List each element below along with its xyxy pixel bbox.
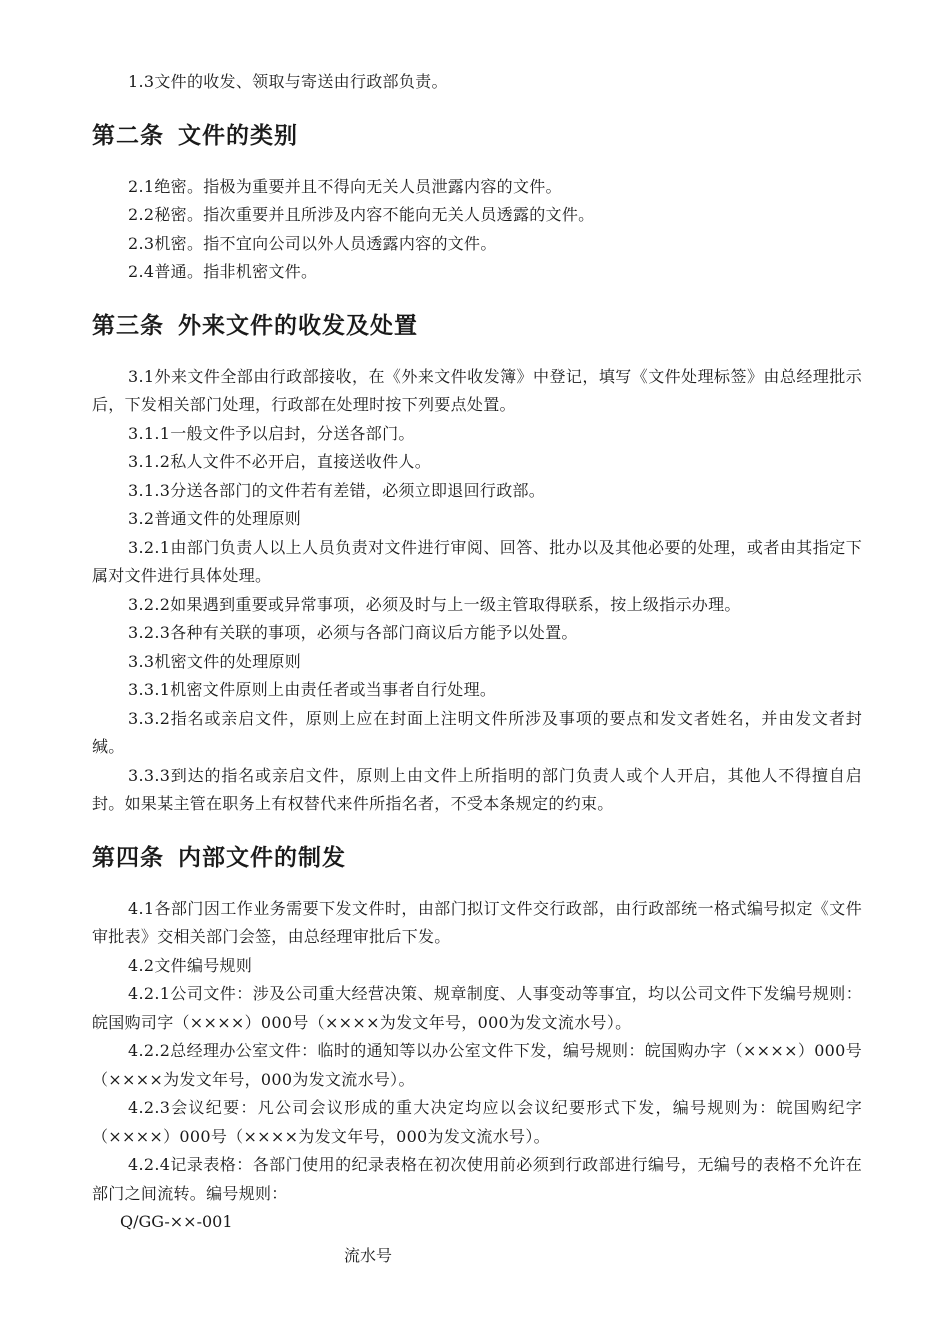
paragraph: 4.2文件编号规则 xyxy=(128,955,253,975)
intro-paragraph: 1.3文件的收发、领取与寄送由行政部负责。 xyxy=(128,72,448,91)
paragraph: 3.1.1一般文件予以启封，分送各部门。 xyxy=(128,423,415,443)
paragraph: 4.2.2总经理办公室文件：临时的通知等以办公室文件下发，编号规则：皖国购办字（××××）000号（××××为发文年号，000为发文流水号）。 xyxy=(92,1041,862,1089)
paragraph: 2.3机密。指不宜向公司以外人员透露内容的文件。 xyxy=(128,233,497,253)
paragraph: 2.2秘密。指次重要并且所涉及内容不能向无关人员透露的文件。 xyxy=(128,205,595,224)
section-number: 第三条 xyxy=(92,312,164,339)
paragraph: 3.1.3分送各部门的文件若有差错，必须立即退回行政部。 xyxy=(128,480,546,500)
paragraph: 3.2.1由部门负责人以上人员负责对文件进行审阅、回答、批办以及其他必要的处理，或者由其指定下属对文件进行具体处理。 xyxy=(92,537,862,585)
paragraph: 3.1.2私人文件不必开启，直接送收件人。 xyxy=(128,452,432,471)
paragraph: 4.2.3会议纪要：凡公司会议形成的重大决定均应以会议纪要形式下发，编号规则为：皖国购纪字（××××）000号（××××为发文年号，000为发文流水号）。 xyxy=(92,1098,862,1146)
paragraph: 3.2.2如果遇到重要或异常事项，必须及时与上一级主管取得联系，按上级指示办理。 xyxy=(128,594,741,614)
serial-number-label: 流水号 xyxy=(344,1246,393,1265)
section-heading-3 xyxy=(92,311,862,341)
paragraph: 3.3.1机密文件原则上由责任者或当事者自行处理。 xyxy=(128,680,497,699)
section-heading-4 xyxy=(92,843,862,873)
section-heading-2 xyxy=(92,121,862,151)
paragraph: 3.3.3到达的指名或亲启文件，原则上由文件上所指明的部门负责人或个人开启，其他人不得擅自启封。如果某主管在职务上有权替代来件所指名者，不受本条规定的约束。 xyxy=(92,765,862,813)
paragraph: 2.4普通。指非机密文件。 xyxy=(128,262,318,281)
section-title: 内部文件的制发 xyxy=(178,844,346,871)
paragraph: 3.3机密文件的处理原则 xyxy=(128,651,302,671)
paragraph: 4.1各部门因工作业务需要下发文件时，由部门拟订文件交行政部，由行政部统一格式编号拟定《文件审批表》交相关部门会签，由总经理审批后下发。 xyxy=(92,898,862,946)
paragraph: 3.3.2指名或亲启文件，原则上应在封面上注明文件所涉及事项的要点和发文者姓名，并由发文者封缄。 xyxy=(92,708,862,756)
paragraph: 4.2.4记录表格：各部门使用的纪录表格在初次使用前必须到行政部进行编号，无编号的表格不允许在部门之间流转。编号规则： xyxy=(92,1155,862,1203)
paragraph: 3.2普通文件的处理原则 xyxy=(128,509,302,528)
code-example: Q/GG-××-001 xyxy=(120,1212,233,1231)
paragraph: 3.2.3各种有关联的事项，必须与各部门商议后方能予以处置。 xyxy=(128,623,578,642)
paragraph: 3.1外来文件全部由行政部接收，在《外来文件收发簿》中登记，填写《文件处理标签》由总经理批示后，下发相关部门处理，行政部在处理时按下列要点处置。 xyxy=(92,366,862,414)
section-number: 第二条 xyxy=(92,122,164,149)
document-page xyxy=(92,68,862,1270)
paragraph: 2.1绝密。指极为重要并且不得向无关人员泄露内容的文件。 xyxy=(128,176,562,196)
paragraph: 4.2.1公司文件：涉及公司重大经营决策、规章制度、人事变动等事宜，均以公司文件下发编号规则：皖国购司字（××××）000号（××××为发文年号，000为发文流水号）。 xyxy=(92,984,862,1032)
section-title: 文件的类别 xyxy=(178,122,298,149)
section-number: 第四条 xyxy=(92,844,164,871)
section-title: 外来文件的收发及处置 xyxy=(178,312,418,339)
